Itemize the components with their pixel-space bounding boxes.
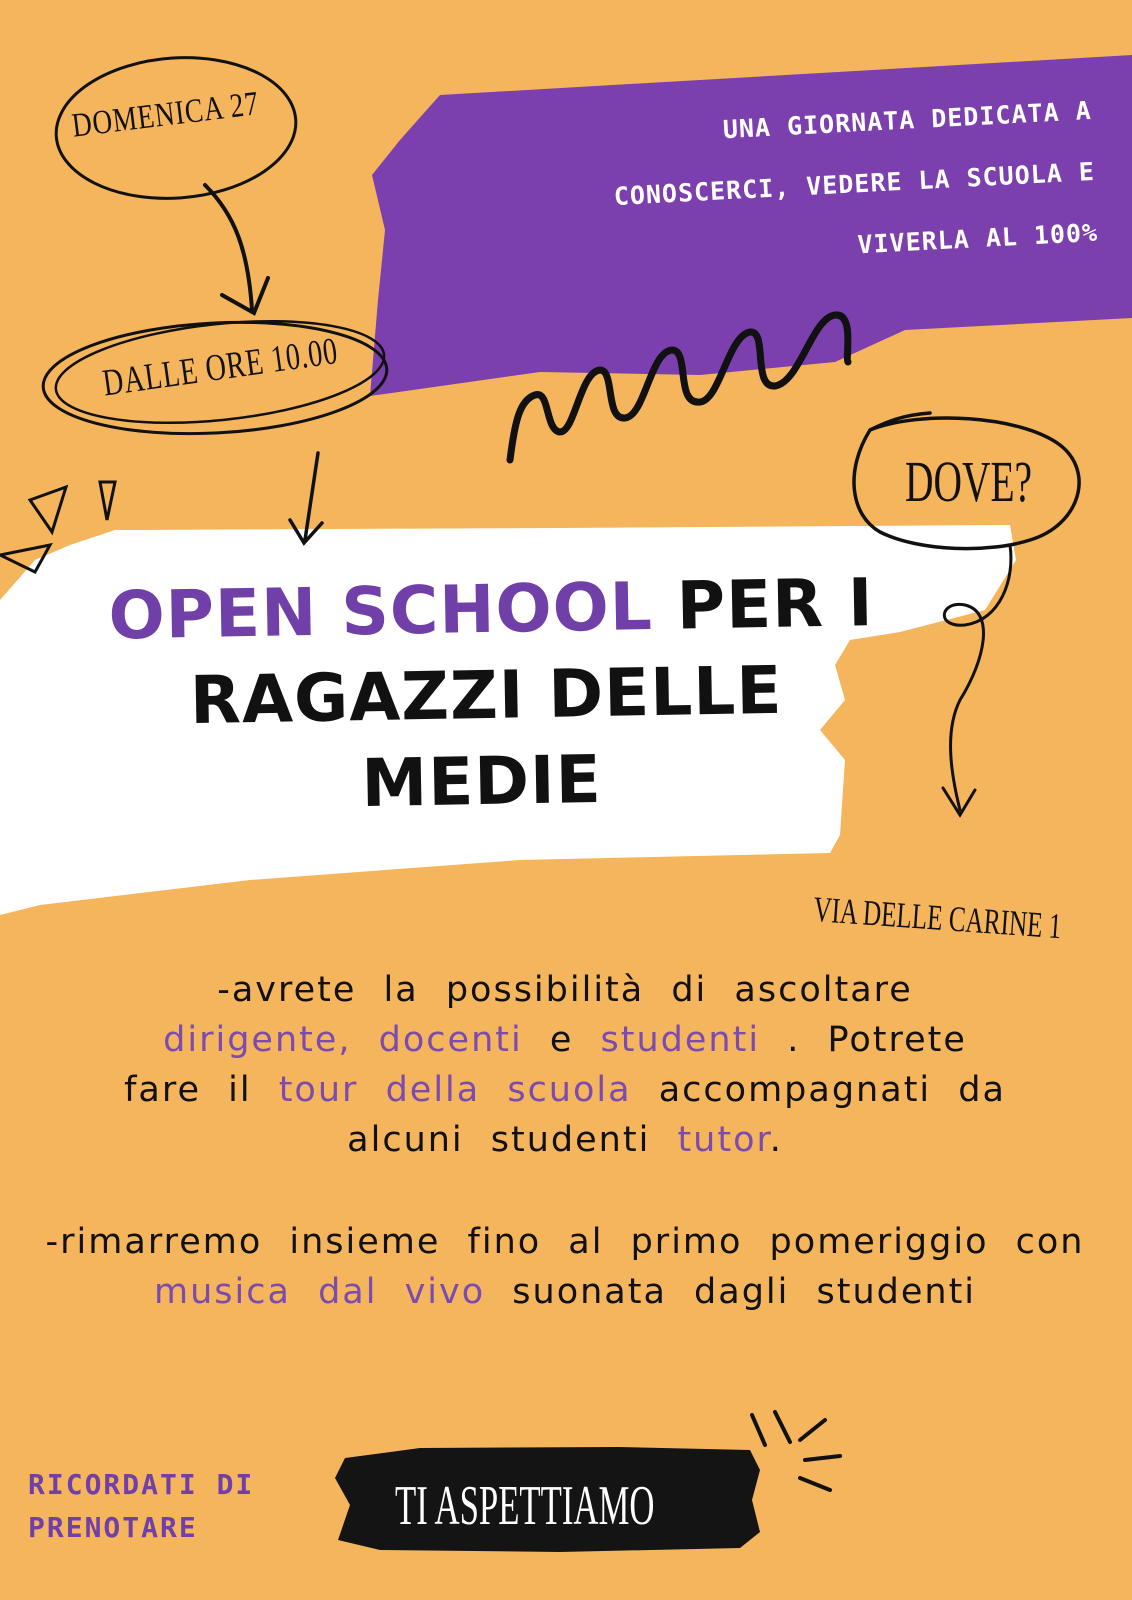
banner-line: CONOSCERCI, VEDERE LA SCUOLA E	[613, 156, 1096, 212]
text-span: fare il	[124, 1070, 252, 1110]
highlight-studenti: studenti	[600, 1020, 761, 1060]
text-span: e	[549, 1020, 574, 1060]
reminder-line: PRENOTARE	[28, 1511, 198, 1544]
paragraph-music	[20, 1217, 1110, 1317]
title-line1-rest: PER I	[676, 564, 875, 645]
small-arrow-doodle	[305, 453, 318, 540]
text-span: accompagnati da	[658, 1070, 1006, 1110]
page-title	[108, 559, 972, 832]
booking-reminder	[28, 1463, 254, 1549]
title-line3: MEDIE	[360, 740, 603, 823]
cta-text: TI ASPETTIAMO	[395, 1475, 655, 1537]
title-accent: OPEN SCHOOL	[107, 568, 654, 655]
text-span: suonata dagli studenti	[512, 1272, 977, 1312]
title-line2: RAGAZZI DELLE	[189, 651, 784, 740]
highlight-dal-vivo: dal vivo	[318, 1272, 486, 1312]
event-time: DALLE ORE 10.00	[100, 330, 341, 405]
highlight-musica: musica	[153, 1272, 291, 1312]
highlight-dirigente: dirigente,	[163, 1020, 352, 1060]
highlight-tour: tour	[278, 1070, 359, 1110]
description	[20, 965, 1110, 1317]
address: VIA DELLE CARINE 1	[812, 888, 1063, 947]
text-span: -rimarremo insieme fino al primo pomeriggio con	[45, 1222, 1085, 1262]
paragraph-visit	[20, 965, 1110, 1165]
where-question: DOVE?	[905, 449, 1033, 514]
highlight-scuola: della scuola	[385, 1070, 632, 1110]
event-date: DOMENICA 27	[70, 85, 261, 145]
text-span: .	[769, 1120, 783, 1160]
banner-tagline	[471, 80, 1100, 295]
highlight-docenti: docenti	[378, 1020, 523, 1060]
reminder-line: RICORDATI DI	[28, 1468, 255, 1501]
highlight-tutor: tutor	[677, 1120, 770, 1160]
text-span: -avrete la possibilità di ascoltare	[217, 970, 913, 1010]
text-span: . Potrete	[787, 1020, 967, 1060]
text-span: alcuni studenti	[347, 1120, 651, 1160]
banner-line: UNA GIORNATA DEDICATA A	[722, 95, 1093, 145]
burst-doodle	[752, 1412, 840, 1490]
arrow-down-doodle	[205, 185, 252, 310]
sparkle-doodle	[30, 487, 66, 532]
banner-line: VIVERLA AL 100%	[856, 217, 1099, 260]
